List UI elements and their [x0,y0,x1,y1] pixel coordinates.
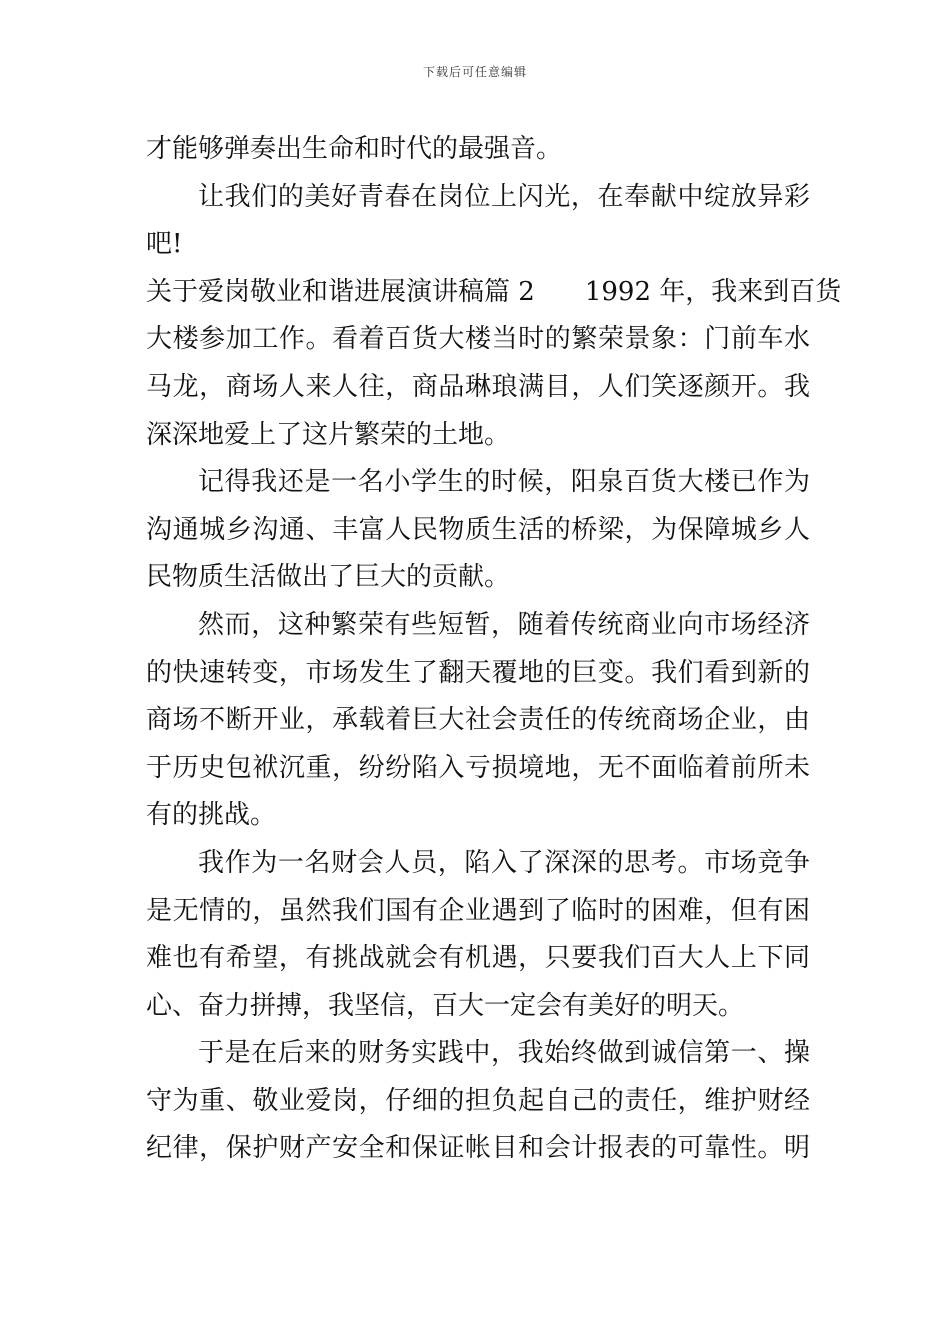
paragraph-line: 守为重、敬业爱岗，仔细的担负起自己的责任，维护财经 [146,1085,810,1116]
paragraph-line: 民物质生活做出了巨大的贡献。 [146,562,511,593]
document-body [146,126,842,1173]
paragraph-line: 然而，这种繁荣有些短暂，随着传统商业向市场经济 [198,609,810,640]
paragraph-line: 纪律，保护财产安全和保证帐目和会计报表的可靠性。明 [146,1133,810,1164]
paragraph-line: 马龙，商场人来人往，商品琳琅满目，人们笑逐颜开。我 [146,371,810,402]
section-heading-line [146,269,842,317]
paragraph-line: 记得我还是一名小学生的时候，阳泉百货大楼已作为 [198,467,810,498]
paragraph-line: 于是在后来的财务实践中，我始终做到诚信第一、操 [198,1038,810,1069]
paragraph-line: 是无情的，虽然我们国有企业遇到了临时的困难，但有困 [146,895,810,926]
paragraph-line: 难也有希望，有挑战就会有机遇，只要我们百大人上下同 [146,943,810,974]
paragraph-line: 的快速转变，市场发生了翻天覆地的巨变。我们看到新的 [146,657,810,688]
paragraph-line: 才能够弹奏出生命和时代的最强音。 [146,134,563,164]
paragraph-line: 有的挑战。 [146,800,277,831]
paragraph-line: 沟通城乡沟通、丰富人民物质生活的桥梁，为保障城乡人 [146,514,810,545]
paragraph-line: 深深地爱上了这片繁荣的土地。 [146,419,511,450]
section-heading: 关于爱岗敬业和谐进展演讲稿篇 2 [146,276,535,307]
paragraph-line: 心、奋力拼搏，我坚信，百大一定会有美好的明天。 [146,990,745,1021]
paragraph-line: 吧! [146,229,183,260]
paragraph-line-start: 1992 年，我来到百货 [584,276,842,307]
paragraph-line: 大楼参加工作。看着百货大楼当时的繁荣景象：门前车水 [146,324,810,355]
paragraph-line: 我作为一名财会人员，陷入了深深的思考。市场竞争 [198,847,810,878]
paragraph-line: 于历史包袱沉重，纷纷陷入亏损境地，无不面临着前所未 [146,752,810,783]
paragraph-line: 让我们的美好青春在岗位上闪光，在奉献中绽放异彩 [198,181,810,212]
paragraph-line: 商场不断开业，承载着巨大社会责任的传统商场企业，由 [146,705,810,736]
page-header-note: 下载后可任意编辑 [422,65,527,79]
